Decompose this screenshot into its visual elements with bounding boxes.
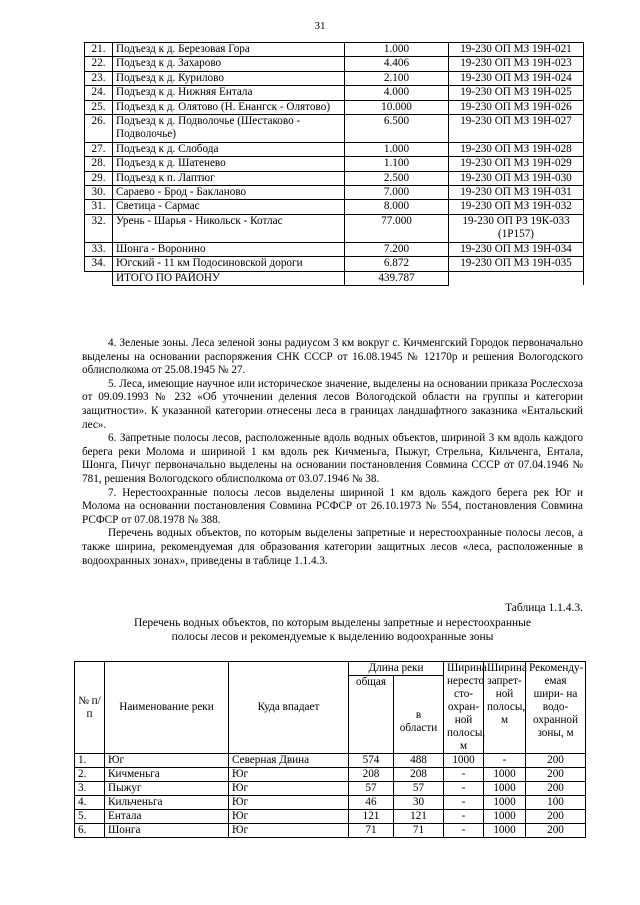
road-row	[85, 71, 584, 85]
river-length-total: 121	[349, 810, 394, 824]
header-recommended-width: Рекоменду- емая шири- на водо- охранной зоны, м	[526, 662, 586, 754]
river-number: 1.	[75, 754, 105, 768]
road-code: 19-230 ОП МЗ 19Н-023	[449, 57, 584, 71]
road-length: 7.000	[345, 186, 449, 200]
road-number: 29.	[85, 171, 113, 185]
road-row	[85, 214, 584, 242]
road-code: 19-230 ОП РЗ 19К-033 (1Р157)	[449, 214, 584, 242]
road-name: Подъезд к д. Березовая Гора	[113, 43, 345, 57]
road-row	[85, 115, 584, 143]
road-row	[85, 242, 584, 256]
road-row	[85, 86, 584, 100]
river-forbidden-width: 1000	[484, 782, 526, 796]
header-spawn-width: Ширина нересто сто- охран- ной полосы, м	[444, 662, 484, 754]
river-flows-into: Юг	[229, 768, 349, 782]
river-forbidden-width: 1000	[484, 810, 526, 824]
paragraph: Перечень водных объектов, по которым выделены запретные и нерестоохранные полосы лесов, а также ширина, рекомендуемая для образования категории защитных лесов «леса, расположенные в водоохранных зонах», приведены в таблице 1.1.4.3.	[82, 527, 583, 567]
road-number: 21.	[85, 43, 113, 57]
road-length: 2.100	[345, 71, 449, 85]
table-title-line: Перечень водных объектов, по которым выделены запретные и нерестоохранные	[134, 617, 531, 629]
river-recommended-width: 200	[526, 810, 586, 824]
table-caption	[82, 602, 583, 644]
river-length-in-region: 121	[394, 810, 444, 824]
table-number: Таблица 1.1.4.3.	[505, 602, 583, 614]
river-forbidden-width: 1000	[484, 796, 526, 810]
road-code: 19-230 ОП МЗ 19Н-035	[449, 257, 584, 271]
road-code: 19-230 ОП МЗ 19Н-021	[449, 43, 584, 57]
header-river-name: Наименование реки	[105, 662, 229, 754]
road-name: Подъезд к д. Курилово	[113, 71, 345, 85]
river-spawn-width: -	[444, 796, 484, 810]
header-flows-into: Куда впадает	[229, 662, 349, 754]
road-row	[85, 57, 584, 71]
road-row	[85, 257, 584, 271]
river-length-in-region: 488	[394, 754, 444, 768]
road-number: 27.	[85, 142, 113, 156]
road-row	[85, 157, 584, 171]
road-name: Подъезд к д. Захарово	[113, 57, 345, 71]
road-code: 19-230 ОП МЗ 19Н-034	[449, 242, 584, 256]
river-recommended-width: 200	[526, 782, 586, 796]
road-code: 19-230 ОП МЗ 19Н-027	[449, 115, 584, 143]
road-name: Светица - Сармас	[113, 200, 345, 214]
river-name: Юг	[105, 754, 229, 768]
paragraph: 6. Запретные полосы лесов, расположенные вдоль водных объектов, шириной 3 км вдоль каждого берега реки Молома и шириной 1 км вдоль рек Кичменьга, Пыжуг, Стрельна, Кильченга, Ентала, Шонга, Пичуг первоначально выделены на основании постановления Совмина СССР от 07.04.1946 № 781, решения Вологодского облисполкома от 03.07.1946 № 38.	[82, 432, 583, 485]
roads-table	[84, 42, 584, 286]
road-name: Подъезд к п. Лаптюг	[113, 171, 345, 185]
road-code: 19-230 ОП МЗ 19Н-029	[449, 157, 584, 171]
road-code: 19-230 ОП МЗ 19Н-024	[449, 71, 584, 85]
header-forbidden-width: Ширина запрет- ной полосы, м	[484, 662, 526, 754]
river-recommended-width: 200	[526, 754, 586, 768]
road-row	[85, 142, 584, 156]
river-name: Пыжуг	[105, 782, 229, 796]
road-length: 1.000	[345, 43, 449, 57]
river-number: 5.	[75, 810, 105, 824]
road-name: Подъезд к д. Слобода	[113, 142, 345, 156]
road-code: 19-230 ОП МЗ 19Н-025	[449, 86, 584, 100]
road-number: 33.	[85, 242, 113, 256]
river-spawn-width: -	[444, 824, 484, 838]
paragraph: 4. Зеленые зоны. Леса зеленой зоны радиусом 3 км вокруг с. Кичменгский Городок первоначально выделены на основании распоряжения СНК СССР от 16.08.1945 № 12170р и решения Вологодского облисполкома от 25.08.1945 № 27.	[82, 337, 583, 377]
header-length-total: общая	[349, 676, 394, 754]
road-code: 19-230 ОП МЗ 19Н-026	[449, 100, 584, 114]
road-name: Урень - Шарья - Никольск - Котлас	[113, 214, 345, 242]
total-label: ИТОГО ПО РАЙОНУ	[113, 271, 345, 285]
river-name: Шонга	[105, 824, 229, 838]
river-name: Кичменьга	[105, 768, 229, 782]
river-length-total: 57	[349, 782, 394, 796]
road-length: 2.500	[345, 171, 449, 185]
empty-cell	[449, 271, 584, 285]
river-flows-into: Юг	[229, 810, 349, 824]
river-recommended-width: 200	[526, 768, 586, 782]
road-code: 19-230 ОП МЗ 19Н-030	[449, 171, 584, 185]
river-length-total: 208	[349, 768, 394, 782]
river-length-total: 71	[349, 824, 394, 838]
road-row	[85, 43, 584, 57]
paragraph: 5. Леса, имеющие научное или историческое значение, выделены на основании приказа Рослесхоза от 09.09.1993 № 232 «Об уточнении деления лесов Вологодской области на группы и категории защитности». К указанной категории отнесены леса в границах ландшафтного заказника «Ентальский лес».	[82, 377, 583, 431]
roads-total-row	[85, 271, 584, 285]
river-number: 3.	[75, 782, 105, 796]
road-length: 4.000	[345, 86, 449, 100]
road-row	[85, 186, 584, 200]
river-row	[75, 810, 586, 824]
river-row	[75, 796, 586, 810]
road-code: 19-230 ОП МЗ 19Н-028	[449, 142, 584, 156]
river-name: Ентала	[105, 810, 229, 824]
body-text	[82, 337, 583, 568]
river-spawn-width: 1000	[444, 754, 484, 768]
table-title	[82, 616, 583, 644]
river-forbidden-width: 1000	[484, 824, 526, 838]
river-length-total: 46	[349, 796, 394, 810]
river-spawn-width: -	[444, 768, 484, 782]
road-name: Шонга - Воронино	[113, 242, 345, 256]
road-code: 19-230 ОП МЗ 19Н-031	[449, 186, 584, 200]
river-length-in-region: 30	[394, 796, 444, 810]
road-length: 6.872	[345, 257, 449, 271]
river-number: 6.	[75, 824, 105, 838]
road-length: 10.000	[345, 100, 449, 114]
river-spawn-width: -	[444, 810, 484, 824]
river-length-total: 574	[349, 754, 394, 768]
road-row	[85, 200, 584, 214]
river-recommended-width: 100	[526, 796, 586, 810]
road-number: 25.	[85, 100, 113, 114]
river-length-in-region: 208	[394, 768, 444, 782]
river-recommended-width: 200	[526, 824, 586, 838]
river-flows-into: Юг	[229, 824, 349, 838]
header-length-in-region: в области	[394, 709, 444, 754]
road-name: Подъезд к д. Олятово (Н. Енангск - Олятово)	[113, 100, 345, 114]
river-forbidden-width: -	[484, 754, 526, 768]
road-number: 34.	[85, 257, 113, 271]
road-length: 1.000	[345, 142, 449, 156]
road-number: 28.	[85, 157, 113, 171]
road-name: Подъезд к д. Нижняя Ентала	[113, 86, 345, 100]
total-length: 439.787	[345, 271, 449, 285]
road-number: 22.	[85, 57, 113, 71]
river-row	[75, 754, 586, 768]
river-number: 2.	[75, 768, 105, 782]
road-name: Югский - 11 км Подосиновской дороги	[113, 257, 345, 271]
header-length-spacer	[394, 676, 444, 710]
river-length-in-region: 71	[394, 824, 444, 838]
road-length: 8.000	[345, 200, 449, 214]
road-name: Сараево - Брод - Бакланово	[113, 186, 345, 200]
river-spawn-width: -	[444, 782, 484, 796]
road-number: 30.	[85, 186, 113, 200]
road-number: 32.	[85, 214, 113, 242]
river-number: 4.	[75, 796, 105, 810]
river-row	[75, 824, 586, 838]
road-number: 26.	[85, 115, 113, 143]
road-number: 23.	[85, 71, 113, 85]
paragraph: 7. Нерестоохранные полосы лесов выделены шириной 1 км вдоль каждого берега рек Юг и Молома на основании постановления Совмина РСФСР от 26.10.1973 № 554, постановления Совмина РСФСР от 07.08.1978 № 388.	[82, 486, 583, 526]
road-name: Подъезд к д. Шатенево	[113, 157, 345, 171]
road-row	[85, 171, 584, 185]
road-length: 6.500	[345, 115, 449, 143]
table-title-line: полосы лесов и рекомендуемые к выделению водоохранные зоны	[171, 631, 494, 643]
rivers-table	[74, 661, 586, 838]
river-row	[75, 768, 586, 782]
river-name: Кильченьга	[105, 796, 229, 810]
river-forbidden-width: 1000	[484, 768, 526, 782]
river-flows-into: Юг	[229, 796, 349, 810]
road-number: 31.	[85, 200, 113, 214]
road-length: 4.406	[345, 57, 449, 71]
road-length: 7.200	[345, 242, 449, 256]
river-row	[75, 782, 586, 796]
header-num: № п/п	[75, 662, 105, 754]
road-length: 77.000	[345, 214, 449, 242]
river-flows-into: Юг	[229, 782, 349, 796]
header-river-length: Длина реки	[349, 662, 444, 676]
river-flows-into: Северная Двина	[229, 754, 349, 768]
road-name: Подъезд к д. Подволочье (Шестаково - Подволочье)	[113, 115, 345, 143]
page-number: 31	[314, 20, 326, 32]
river-length-in-region: 57	[394, 782, 444, 796]
empty-cell	[85, 271, 113, 285]
road-number: 24.	[85, 86, 113, 100]
road-code: 19-230 ОП МЗ 19Н-032	[449, 200, 584, 214]
road-length: 1.100	[345, 157, 449, 171]
road-row	[85, 100, 584, 114]
